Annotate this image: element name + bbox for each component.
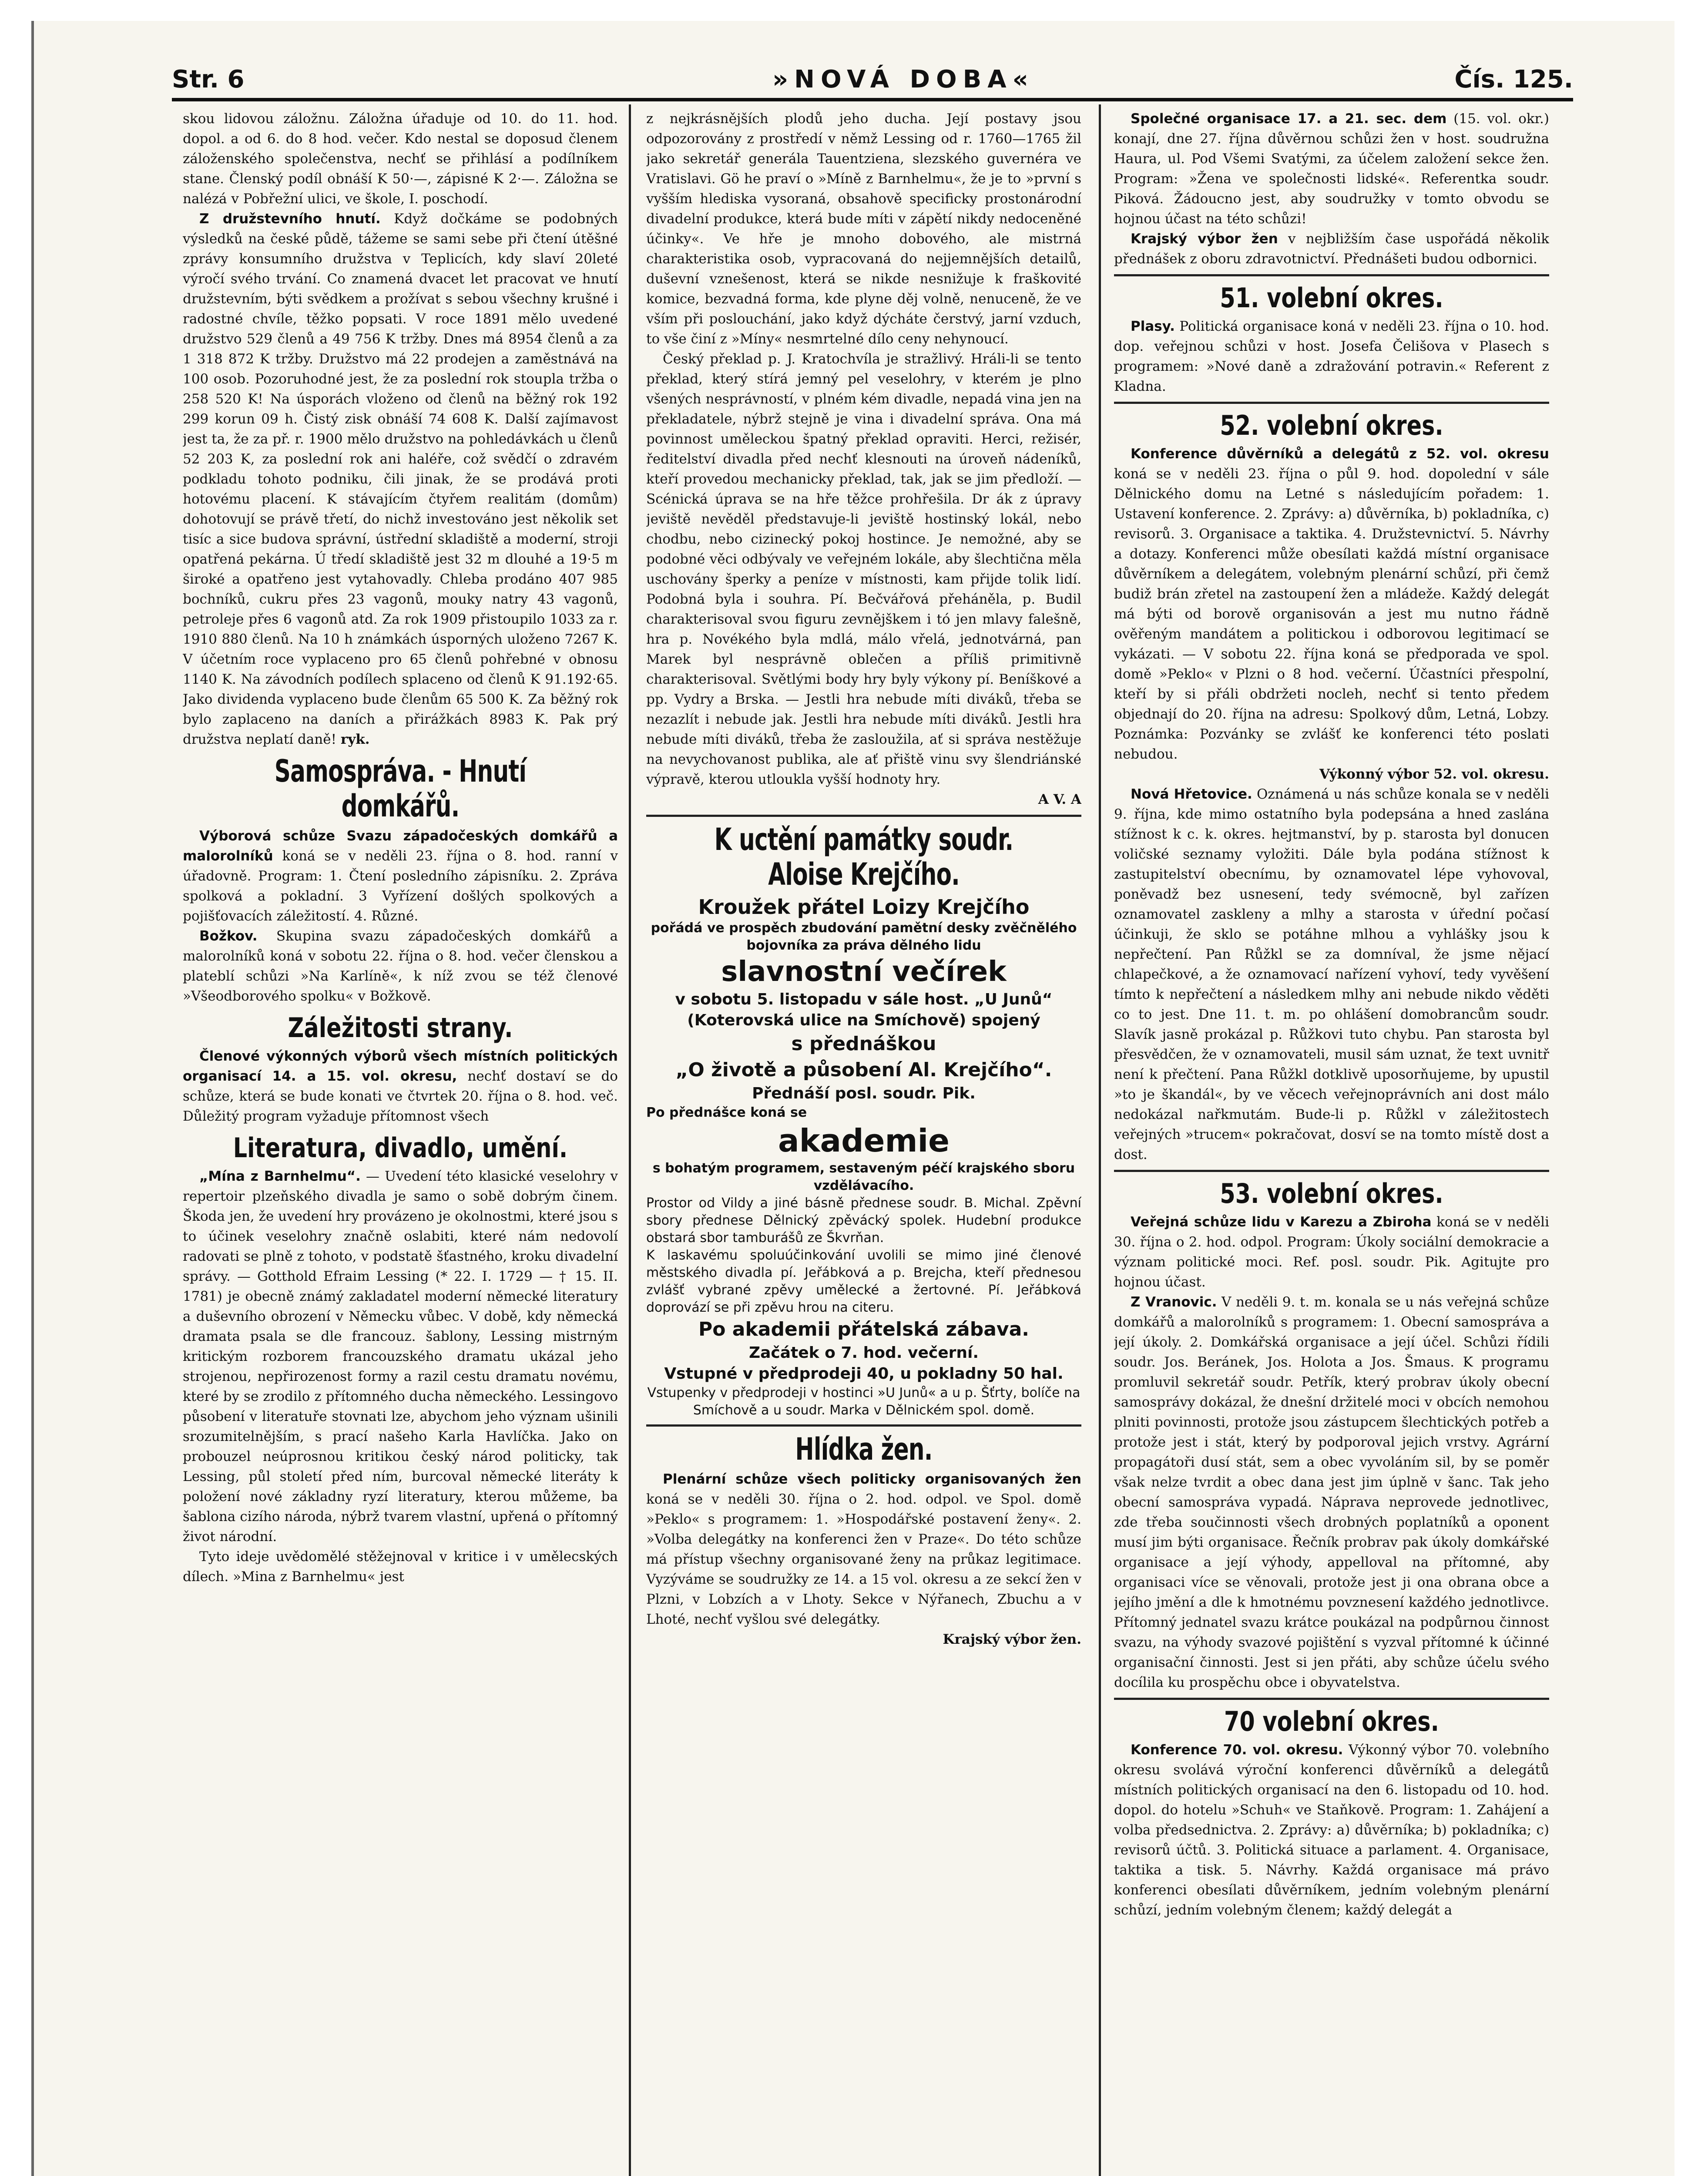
divider xyxy=(1114,274,1549,276)
article-lead: Z Vranovic. xyxy=(1131,1294,1217,1310)
district-heading: 70 volební okres. xyxy=(1224,1706,1439,1737)
newspaper-title: »NOVÁ DOBA« xyxy=(772,65,1034,94)
article-lead: Konference důvěrníků a delegátů z 52. vol. okresu xyxy=(1131,446,1549,462)
article-lead: Členové výkonných výborů všech místních politických organisací 14. a 15. vol. okresu, xyxy=(183,1048,618,1084)
issue-number: Čís. 125. xyxy=(1454,65,1573,94)
ad-akademie: akademie xyxy=(778,1122,950,1159)
ad-text: Prostor od Vildy a jiné básně přednese soudr. B. Michal. Zpěvní sbory přednese Dělnický zpěvácký spolek. Hudební produkce obstará sbor tamburášů ze Škvrňan. xyxy=(646,1195,1081,1246)
column-2 xyxy=(646,109,1081,2176)
article-text: Oznámená u nás schůze konala se v neděli 9. října, kde mimo ostatního byla podepsána a hned zaslána stížnost k c. k. okres. hejtmanství, by p. starosta byl donucen voličské seznamy vyložiti. Dále byla podána stížnost k zastupitelství obecnímu, by oznamovatel lépe vyhovoval, poněvadž bez usnesení, tedy svémocně, byl zařízen oznamovatel zaskleny a mlhy a starosta v úřední počasí účinkuji, že sklo se potáhne mlhou a vyhlášky jsou k nepřečtení. Pan Růžkl se za domníval, že jsme nějací chlapečkové, a že oznamovací nařízení vyhoví, tedy vyvěšení tímto k nepřečtení a následkem mlhy ani nebude nikdo věděti co to jest. Dne 11. t. m. po ohlášení domobrancům soudr. Slavík jasně prokázal p. Růžkovi tuto chybu. Pan starosta byl přesvědčen, že v oznamovateli, musil sám uznat, že text uvnitř není k přečtení. Pana Růžkl dotklivě uposorňujeme, by upustil »to je škandál«, by ve věcech veřejnoprávních ani dost málo nedokázal nařkmutám. Bude-li p. Růžkl v záležitostech veřejných »trucem« pokračovat, dosví se na tomto místě dost a dost. xyxy=(1114,786,1549,1162)
ad-topic: „O životě a působení Al. Krejčího“. xyxy=(675,1059,1052,1081)
article-signature: Krajský výbor žen. xyxy=(943,1632,1081,1647)
event-advertisement xyxy=(646,894,1081,1419)
masthead xyxy=(172,65,1573,94)
article-signature: Výkonný výbor 52. vol. okresu. xyxy=(1319,766,1549,782)
article-lead: Božkov. xyxy=(199,928,258,944)
article-text: z nejkrásnějších plodů jeho ducha. Její postavy jsou odpozorovány z prostředí v němž Lessing od r. 1760—1765 žil jako sekretář generála Tauentziena, slezského guvernéra ve Vratislavi. Gö he praví o »Míně z Barnhelmu«, že je to »první s vyšším hlediska vysoraná, obsahově specificky prostonárodní divadelní produkce, která bude míti v zápětí nikdy nedoceněné účinky«. Ve hře je mnoho dobového, ale mistrná charakteristika osob, vypracovaná do nejjemnějších detailů, duševní vznešenost, která se nikde nesnižuje k fraškovité komice, bezvadná forma, kde plyne děj volně, nenuceně, že ve vším při poslouchání, jako když dýcháte čerstvý, jarní vzduch, to vše činí z »Míny« nesmrtelné dílo ceny nehynoucí. xyxy=(646,111,1081,347)
ad-presale: Vstupenky v předprodeji v hostinci »U Junů« a u p. Šťrty, bolíče na Smíchově a u soudr. Marka v Dělnickém spol. domě. xyxy=(647,1385,1081,1418)
article-lead: Plasy. xyxy=(1131,319,1175,334)
article-text: V neděli 9. t. m. konala se u nás veřejná schůze domkářů a malorolníků s programem: 1. Obecní samospráva a její úkoly. 2. Domkářská organisace a její účel. Schůzi řídili soudr. Jos. Beránek, Jos. Holota a Jos. Šmaus. K programu promluvil sekretář soudr. Petřík, který probrav úkoly obecní samosprávy dokázal, že dnešní držitelé moci v obcích nemohou plniti povinnosti, protože jsou zástupcem šlechtických potřeb a protože jest i stát, který by podporoval jejich vrstvy. Agrární propagátoři dusí stát, sem a obec vyvoláním sil, by se poměr však nelze tvrdit a obec dana jest jim úplně v šanc. Tak jeho obecní samospráva vypadá. Náprava neprovede jednotlivec, zde třeba součinnosti všech drobných poplatníků a oponent musí jim býti organisace. Řečník probrav pak úkoly domkářské organisace a její výhody, appelloval na přítomné, aby organisaci více se věnovali, protože jest ji ona obrana obce a jejího jmění a dle k hmotnému povznesení každého jednotlivce. Přítomný jednatel svazu krátce poukázal na podpůrnou činnost svazu, na výhody svazové pojištění s vyzval přítomné k účinné organisační činnosti. Jest si jen přáti, aby schůze účelu svého docílila ku prospěchu obce i obyvatelstva. xyxy=(1114,1294,1549,1690)
article-lead: Konference 70. vol. okresu. xyxy=(1131,1742,1343,1758)
ad-event-title: slavnostní večírek xyxy=(721,956,1007,988)
ad-text: v sobotu 5. listopadu v sále host. „U Junů“ (Koterovská ulice na Smíchově) spojený xyxy=(675,991,1053,1029)
article-text: koná se v neděli 30. října o 2. hod. odpol. Program: Úkoly sociální demokracie a význam politické moci. Ref. posl. soudr. Pik. Agitujte pro hojnou účast. xyxy=(1114,1214,1549,1290)
article-text: — Uvedení této klasické veselohry v repertoir plzeňského divadla je samo o sobě dobrým činem. Škoda jen, že uvedení hry provázeno je okolnostmi, které jsou s to účinek veselohry značně oslabiti, které nám nedovolí radovati se plně z tohoto, v podstatě šťastného, kroku divadelní správy. — Gotthold Efraim Lessing (* 22. I. 1729 — † 15. II. 1781) je obecně známý zakladatel moderní německé literatury a duševního obrození v Německu vůbec. V době, kdy německá dramata psala se dle francouz. šablony, Lessing mistrným kritickým rozborem francouzského dramatu ukázal jeho strojenou, nepřirozenost formy a razil cestu dramatu novému, které by se zrodilo z přítomného ducha německého. Lessingovo působení v literatuře stovnati lze, abychom jeho význam ušinili srozumitelnějším, s prací našeho Karla Havlíčka. Jako on probouzel neúprosnou kritikou český národ politicky, tak Lessing, půl století před ním, burcoval německé literáty k položení nové základny ryzí literatury, kterou můžeme, ba šablona cizího národa, nýbrž tvarem vlastní, upřená o přítomný život národní. xyxy=(183,1169,618,1545)
article-text: Politická organisace koná v neděli 23. října o 10. hod. dop. veřejnou schůzi v host. Josefa Čelišova v Plasech s programem: »Nové daně a zdražování potravin.« Referent z Kladna. xyxy=(1114,319,1549,394)
article-text: Český překlad p. J. Kratochvíla je stražlivý. Hráli-li se tento překlad, který stírá jemný pel veselohry, v kterém je plno všených nesprávností, v plném kém divadle, nepadá vina jen na překladatele, nýbrž stejně je vina i divadelní správa. Ona má povinnost uměleckou špatný překlad opraviti. Herci, režisér, ředitelství divadla před nechť klesnouti na úroveň nádeníků, kteří provedou mechanicky překlad, tak, jak se jim předloží. — Scénická úprava se na hře těžce prohřešila. Dr ák z úpravy jeviště nevěděl představuje-li jeviště hostinský lokál, nebo chodbu, nebo cizinecký pokoj hostince. Je nemožné, aby se podobné věci odbývaly ve veřejném lokále, aby šlechtična měla uschovány šperky a peníze v místnosti, kam přijde tolik lidí. Podobná byla i souhra. Pí. Bečvářová přeháněla, p. Budil charakterisoval svou figuru zevnějškem i tó jen mlavy falešně, hra p. Novékého byla mdlá, málo vřelá, jednotvárná, pan Marek byl nesprávně oblečen a příliš primitivně charakterisoval. Světlými body hry byly výkony pí. Beníškové a pp. Vydry a Brska. — Jestli hra nebude míti diváků, třeba se nezazlít i nebude jak. Jestli hra nebude míti diváků. Jestli hra nebude míti diváků, třeba že zasloužila, ať si správa nestěžuje na nevychovanost publika, ale ať přiště vinu svy šlendriánské výpravě, kterou utloukla vyšší hodnoty hry. xyxy=(646,351,1081,787)
divider xyxy=(646,1424,1081,1427)
article-text: nechť dostaví se do schůze, která se bude konati ve čtvrtek 20. října o 8. hod. več. Důležitý program vyžaduje přítomnost všech xyxy=(183,1068,618,1124)
memorial-heading: K uctění památky soudr. Aloise Krejčího. xyxy=(714,822,1013,892)
article-text: Když dočkáme se podobných výsledků na české půdě, tážeme se sami sebe při čtení útěšné zprávy konsumního družstva v Teplicích, kdy slaví 20leté výročí svého trvání. Co znamená dvacet let pracovat ve hnutí družstevním, býti svědkem a prožívat s sebou všechny krušné i radostné chvíle, těžko popsati. V roce 1891 mělo uvedené družstvo 529 členů a 49 756 K tržby. Dnes má 8954 členů a za 1 318 872 K tržby. Družstvo má 22 prodejen a zaměstnává na 100 osob. Pozoruhodné jest, že za poslední rok stoupla tržba o 258 520 K! Na úsporách vloženo od členů na běžný rok 192 299 korun 09 h. Čistý zisk obnáší 74 608 K. Další zajímavost jest ta, že za př. r. 1900 mělo družstvo na pohledávkách u členů 52 203 K, za poslední rok ani haléře, což svědčí o zdravém podkladu tohoto podniku, čili jinak, že se prodává proti hotovému placení. K stávajícím čtyřem realitám (domům) dohotovují se právě třetí, do nichž investováno jest několik set tisíc a sice budova správní, ústřední skladiště a moderní, stroji opatřená pekárna. Ú tředí skladiště jest 32 m dlouhé a 19·5 m široké a opatřeno jest vytahovadly. Chleba prodáno 407 985 bochníků, cukru přes 23 vagonů, mouky natry 43 vagonů, petroleje přes 6 vagonů atd. Za rok 1909 přistoupilo 1033 za r. 1910 880 členů. Na 10 h známkách úsporných uloženo 7267 K. V účetním roce vyplaceno pro 65 členů pohřebné v obnosu 1140 K. Na závodních podílech splaceno od členů K 91.192·65. Jako dividenda vyplaceno bude členům 65 500 K. Za běžný rok bylo zaplaceno na daních a přirážkách 8983 K. Pak prý družstva neplatí daně! xyxy=(183,211,618,747)
article-text: skou lidovou záložnu. Záložna úřaduje od 10. do 11. hod. dopol. a od 6. do 8 hod. večer. Kdo nestal se doposud členem záloženského společenstva, nechť se přihlásí a podílníkem stane. Členský podíl obnáší K 50·—, zápisné K 2·—. Záložna se nalézá v Pobřežní ulici, ve škole, I. poschodí. xyxy=(183,111,618,207)
article-text: koná se v neděli 23. října o 8. hod. ranní v úřadovně. Program: 1. Čtení posledního zápisníku. 2. Zpráva spolková a pokladní. 3 Vyřízení došlých spolkových a pojišťovacích záležitostí. 4. Různé. xyxy=(183,848,618,924)
article-lead: „Mína z Barnhelmu“. xyxy=(199,1169,361,1184)
article-lead: Nová Hřetovice. xyxy=(1131,786,1252,802)
ad-start: Začátek o 7. hod. večerní. xyxy=(748,1344,979,1362)
ad-text: pořádá ve prospěch zbudování pamětní desky zvěčnělého bojovníka za práva dělného lidu xyxy=(651,920,1077,953)
article-lead: Veřejná schůze lidu v Karezu a Zbiroha xyxy=(1131,1214,1432,1230)
column-1 xyxy=(183,109,618,2176)
article-text: v nejbližším čase uspořádá několik přednášek z oboru zdravotnictví. Přednášeti budou odbornici. xyxy=(1114,231,1549,267)
district-heading: 51. volební okres. xyxy=(1220,282,1443,314)
ad-text: K laskavému spoluúčinkování uvolili se mimo jiné členové městského divadla pí. Jeřábková a p. Brejcha, kteří přednesou zvlášť vybrané zpěvy umělecké a žertovné. Pí. Jeřábková doprovází se při zpěvu hrou na citeru. xyxy=(646,1248,1081,1315)
article-lead: Z družstevního hnutí. xyxy=(199,211,381,227)
article-text: Skupina svazu západočeských domkářů a malorolníků koná v sobotu 22. října o 8. hod. večer členskou a plateblí schůzi »Na Karlíně«, k níž zvou se též členové »Všeodborového spolku« v Božkově. xyxy=(183,928,618,1004)
header-rule xyxy=(172,98,1573,101)
ad-zabava: Po akademii přátelská zábava. xyxy=(698,1318,1029,1340)
article-lead: Společné organisace 17. a 21. sec. dem xyxy=(1131,111,1447,127)
article-signature: ryk. xyxy=(340,732,370,747)
page-number: Str. 6 xyxy=(172,65,245,94)
ad-text: Po přednášce koná se xyxy=(646,1105,807,1120)
divider xyxy=(1114,402,1549,404)
column-divider xyxy=(1099,104,1101,2176)
section-heading: Samospráva. - Hnutí domkářů. xyxy=(274,753,527,824)
ad-text: s bohatým programem, sestaveným péčí krajského sboru vzdělávacího. xyxy=(652,1161,1075,1193)
ad-organizer: Kroužek přátel Loizy Krejčího xyxy=(698,895,1030,919)
ad-speaker: Přednáší posl. soudr. Pik. xyxy=(752,1085,976,1102)
article-text: koná se v neděli 23. října o půl 9. hod. dopolední v sále Dělnického domu na Letné s následujícím pořadem: 1. Ustavení konference. 2. Zprávy: a) důvěrníka, b) pokladníka, c) revisorů. 3. Organisace a taktika. 4. Družstevnictví. 5. Návrhy a dotazy. Konferenci může obesílati každá místní organisace důvěrníkem a delegátem, volebným plenární schůzí, při čemž budiž brán zřetel na zastoupení žen a mládeže. Každý delegát má býti od borově organisován a jest mu nutno řádně ověřeným mandátem a politickou i odborovou legitimací se vykázati. — V sobotu 22. října koná se předporada ve spol. domě »Peklo« v Plzni o 8 hod. večerní. Účastníci přespolní, kteří by si přáli obdržeti nocleh, nechť si tento předem objednají do 20. října na adresu: Spolkový dům, Letná, Lobzy. Poznámka: Pozvánky se zvlášť ke konferenci této poslati nebudou. xyxy=(1114,466,1549,762)
section-heading: Záležitosti strany. xyxy=(288,1012,513,1044)
divider xyxy=(1114,1170,1549,1172)
article-signature: A V. A xyxy=(1038,792,1081,807)
article-text: Výkonný výbor 70. volebního okresu svolává výroční konferenci důvěrníků a delegátů místních politických organisací na den 6. listopadu od 10. hod. dopol. do hotelu »Schuh« ve Staňkově. Program: 1. Zahájení a volba předsednictva. 2. Zprávy: a) důvěrníka; b) pokladníka; c) revisorů účtů. 3. Politická situace a parlament. 4. Organisace, taktika a tisk. 5. Návrhy. Každá organisace má právo konferenci obesílati důvěrníkem, jedním volebným plenární schůzí, jedním volebným členem; každý delegát a xyxy=(1114,1742,1549,1918)
district-heading: 53. volební okres. xyxy=(1220,1178,1443,1209)
district-heading: 52. volební okres. xyxy=(1220,410,1443,441)
article-lead: Krajský výbor žen xyxy=(1131,231,1278,247)
section-heading: Hlídka žen. xyxy=(795,1431,933,1467)
article-lead: Výborová schůze Svazu západočeských domkářů a malorolníků xyxy=(183,828,618,864)
column-3 xyxy=(1114,109,1549,2176)
article-text: Tyto ideje uvědomělé stěžejnoval v kritice i v umělecských dílech. »Mina z Barnhelmu« jest xyxy=(183,1549,618,1585)
column-divider xyxy=(629,104,631,2176)
ad-subtitle: s přednáškou xyxy=(791,1033,936,1055)
article-text: koná se v neděli 30. října o 2. hod. odpol. ve Spol. domě »Peklo« s programem: 1. »Hospodářské postavení ženy«. 2. »Volba delegátky na konferenci žen v Praze«. Do této schůze má přístup všechny organisované ženy na průkaz legitimace. Vyzýváme se soudružky ze 14. a 15 vol. okresu a ze sekcí žen v Plzni, v Lobzích a v Lhoty. Sekce v Nýřanech, Zbuchu a v Lhoté, nechť vyšlou své delegátky. xyxy=(646,1491,1081,1627)
article-text: (15. vol. okr.) konají, dne 27. října důvěrnou schůzi žen v host. soudružna Haura, ul. Pod Všemi Svatými, za účelem založení sekce žen. Program: »Žena ve společnosti lidské«. Referentka soudr. Piková. Žádoucno jest, aby soudružky v tomto obvodu se hojnou účast na této schůzi! xyxy=(1114,111,1549,227)
section-heading: Literatura, divadlo, umění. xyxy=(233,1132,568,1164)
article-lead: Plenární schůze všech politicky organisovaných žen xyxy=(663,1471,1081,1487)
divider xyxy=(1114,1698,1549,1700)
ad-entry: Vstupné v předprodeji 40, u pokladny 50 hal. xyxy=(664,1365,1064,1383)
divider xyxy=(646,815,1081,817)
